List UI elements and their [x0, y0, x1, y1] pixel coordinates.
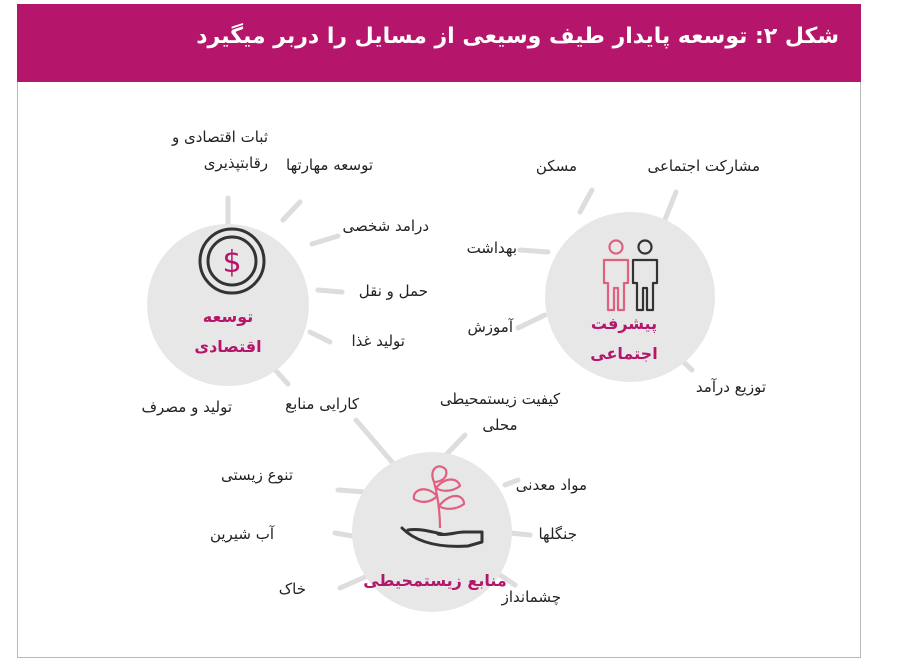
figure-title: شکل ۲: توسعه پایدار طیف وسیعی از مسایل را دربر میگیرد — [196, 24, 839, 49]
item-transport: حمل و نقل — [358, 282, 428, 300]
people-icon — [600, 238, 662, 314]
svg-text:$: $ — [222, 245, 242, 280]
item-resource-efficiency: کارایی منابع — [285, 395, 359, 413]
hand-plant-icon — [398, 462, 490, 562]
item-soil: خاک — [278, 580, 306, 598]
item-economic-stability: ثبات اقتصادی و رقابتپذیری — [171, 128, 268, 172]
dollar-coin-icon — [197, 226, 267, 296]
item-personal-income: درامد شخصی — [342, 217, 429, 235]
item-social-participation: مشارکت اجتماعی — [647, 157, 760, 175]
item-housing: مسکن — [535, 157, 577, 175]
item-education: آموزش — [467, 318, 513, 336]
item-forests: جنگلها — [538, 525, 577, 543]
item-biodiversity: تنوع زیستی — [221, 466, 293, 484]
item-landscape: چشمانداز — [501, 588, 561, 606]
social-hub-label: پیشرفت اجتماعی — [590, 314, 658, 363]
environmental-hub-label: منابع زیستمحیطی — [363, 571, 507, 590]
item-production-consumption: تولید و مصرف — [141, 398, 232, 416]
item-fresh-water: آب شیرین — [209, 525, 274, 543]
item-minerals: مواد معدنی — [515, 476, 587, 494]
item-income-distribution: توزیع درآمد — [695, 378, 766, 396]
economic-hub-label: توسعه اقتصادی — [194, 307, 262, 356]
item-health: بهداشت — [466, 239, 517, 257]
item-food-production: تولید غذا — [351, 332, 405, 350]
item-local-environment-quality: کیفیت زیستمحیطی محلی — [439, 390, 561, 434]
item-skills-development: توسعه مهارتها — [286, 156, 373, 174]
